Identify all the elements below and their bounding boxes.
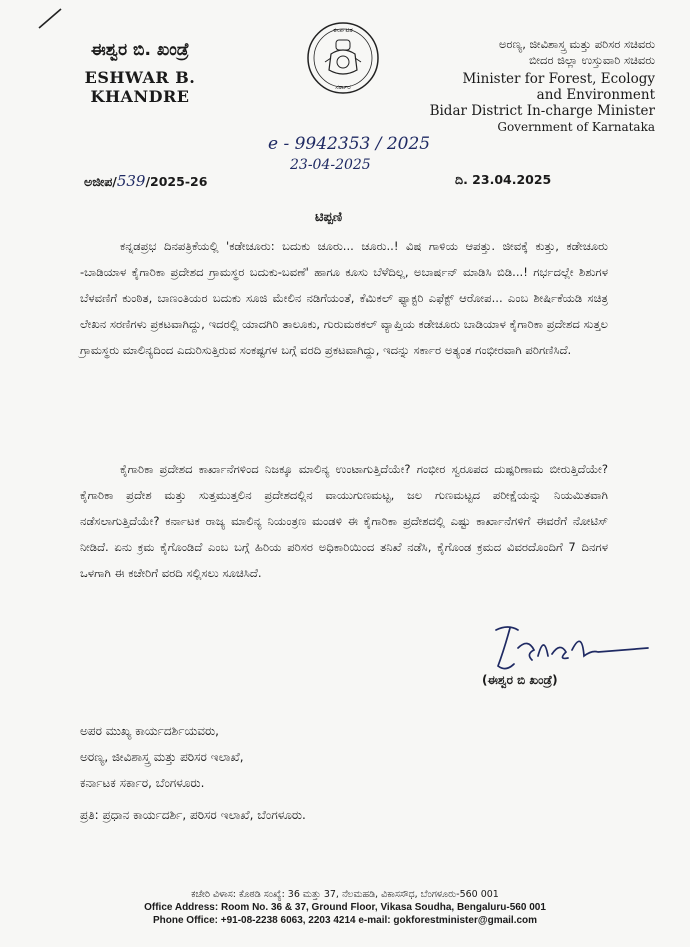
- pen-stroke-mark: [35, 6, 65, 32]
- designation-english-line-4: Government of Karnataka: [497, 120, 655, 134]
- office-footer: [0, 888, 690, 927]
- emblem-bottom-text: ಸರ್ಕಾರ: [335, 83, 351, 91]
- emblem-top-text: ಕರ್ನಾಟಕ: [333, 26, 353, 34]
- handwritten-file-no: e - 9942353 / 2025: [268, 134, 431, 154]
- minister-name-block: [40, 40, 240, 106]
- signature-icon: [488, 620, 658, 676]
- footer-kannada-address: ಕಚೇರಿ ವಿಳಾಸ: ಕೊಠಡಿ ಸಂಖ್ಯೆ: 36 ಮತ್ತು 37, ನೆಲಮಹಡಿ, ವಿಕಾಸಸೌಧ, ಬೆಂಗಳೂರು-560 001: [191, 889, 499, 900]
- handwritten-file-number: [268, 134, 430, 176]
- ref-prefix: ಅಜೀಪ/: [84, 174, 117, 189]
- body-paragraph-2: ಕೈಗಾರಿಕಾ ಪ್ರದೇಶದ ಕಾರ್ಖಾನೆಗಳಿಂದ ನಿಜಕ್ಕೂ ಮಾಲಿನ್ಯ ಉಂಟಾಗುತ್ತಿದೆಯೇ? ಗಂಭೀರ ಸ್ವರೂಪದ ದುಷ್ಪರಿಣಾಮ ಬೀರುತ್ತಿದೆಯೇ? ಕೈಗಾರಿಕಾ ಪ್ರದೇಶ ಮತ್ತು ಸುತ್ತಮುತ್ತಲಿನ ಪ್ರದೇಶದಲ್ಲಿನ ವಾಯುಗುಣಮಟ್ಟ, ಜಲ ಗುಣಮಟ್ಟದ ಪರೀಕ್ಷೆಯನ್ನು ನಿಯಮಿತವಾಗಿ ನಡೆಸಲಾಗುತ್ತಿದೆಯೇ? ಕರ್ನಾಟಕ ರಾಜ್ಯ ಮಾಲಿನ್ಯ ನಿಯಂತ್ರಣ ಮಂಡಳಿ ಈ ಕೈಗಾರಿಕಾ ಪ್ರದೇಶದಲ್ಲಿ ಎಷ್ಟು ಕಾರ್ಖಾನೆಗಳಿಗೆ ಈವರೆಗೆ ನೋಟಿಸ್ ನೀಡಿದೆ. ಏನು ಕ್ರಮ ಕೈಗೊಂಡಿದೆ ಎಂಬ ಬಗ್ಗೆ ಹಿರಿಯ ಪರಿಸರ ಅಧಿಕಾರಿಯಿಂದ ತನಿಖೆ ನಡೆಸಿ, ಕೈಗೊಂಡ ಕ್ರಮದ ವಿವರದೊಂದಿಗೆ 7 ದಿನಗಳ ಒಳಗಾಗಿ ಈ ಕಚೇರಿಗೆ ವರದಿ ಸಲ್ಲಿಸಲು ಸೂಚಿಸಿದೆ.: [80, 462, 608, 580]
- letter-date: ದಿ. 23.04.2025: [455, 172, 552, 187]
- signatory-name: (ಈಶ್ವರ ಬಿ ಖಂಡ್ರೆ): [482, 673, 558, 687]
- addressee-line-1: ಅಪರ ಮುಖ್ಯ ಕಾರ್ಯದರ್ಶಿಯವರು,: [80, 724, 219, 738]
- designation-english-line-2: and Environment: [536, 87, 655, 103]
- footer-phone-email: Phone Office: +91-08-2238 6063, 2203 4214 e-mail: gokforestminister@gmail.com: [152, 915, 538, 926]
- note-title: ಟಿಪ್ಪಣಿ: [315, 210, 343, 225]
- karnataka-emblem-icon: [305, 18, 381, 98]
- ref-number: 539: [116, 172, 146, 190]
- addressee-line-3: ಕರ್ನಾಟಕ ಸರ್ಕಾರ, ಬೆಂಗಳೂರು.: [80, 776, 205, 790]
- addressee-line-2: ಅರಣ್ಯ, ಜೀವಿಶಾಸ್ತ್ರ ಮತ್ತು ಪರಿಸರ ಇಲಾಖೆ,: [80, 750, 244, 764]
- designation-kannada-line-2: ಬೀದರ ಜಿಲ್ಲಾ ಉಸ್ತುವಾರಿ ಸಚಿವರು: [529, 53, 655, 67]
- ref-suffix: /2025-26: [145, 174, 208, 189]
- minister-name-kannada: ಈಶ್ವರ ಬಿ. ಖಂಡ್ರೆ: [91, 40, 189, 60]
- handwritten-date: 23-04-2025: [290, 157, 371, 173]
- reference-number: [84, 172, 207, 190]
- minister-name-english: ESHWAR B. KHANDRE: [84, 68, 196, 106]
- designation-english-line-3: Bidar District In-charge Minister: [429, 103, 655, 119]
- designation-kannada-line-1: ಅರಣ್ಯ, ಜೀವಿಶಾಸ್ತ್ರ ಮತ್ತು ಪರಿಸರ ಸಚಿವರು: [498, 37, 655, 51]
- copy-to-line: ಪ್ರತಿ: ಪ್ರಧಾನ ಕಾರ್ಯದರ್ಶಿ, ಪರಿಸರ ಇಲಾಖೆ, ಬೆಂಗಳೂರು.: [80, 808, 306, 822]
- designation-english-line-1: Minister for Forest, Ecology: [462, 71, 655, 87]
- designation-block: [405, 36, 655, 135]
- footer-office-address: Office Address: Room No. 36 & 37, Ground Floor, Vikasa Soudha, Bengaluru-560 001: [144, 902, 546, 913]
- body-paragraph-1: ಕನ್ನಡಪ್ರಭ ದಿನಪತ್ರಿಕೆಯಲ್ಲಿ 'ಕಡೇಚೂರು: ಬದುಕು ಚೂರು... ಚೂರು..! ವಿಷ ಗಾಳಿಯ ಆಪತ್ತು. ಜೀವಕ್ಕೆ ಕುತ್ತು, ಕಡೇಚೂರು -ಬಾಡಿಯಾಳ ಕೈಗಾರಿಕಾ ಪ್ರದೇಶದ ಗ್ರಾಮಸ್ಥರ ಬದುಕು-ಬವಣೆ' ಹಾಗೂ ಕೂಸು ಬೆಳೆದಿಲ್ಲ, ಅಬಾರ್ಷನ್ ಮಾಡಿಸಿ ಬಿಡಿ...! ಗರ್ಭದಲ್ಲೇ ಶಿಶುಗಳ ಬೆಳವಣಿಗೆ ಕುಂಠಿತ, ಬಾಣಂತಿಯರ ಬದುಕು ಸೂಜಿ ಮೇಲಿನ ನಡಿಗೆಯಂತೆ, ಕೆಮಿಕಲ್ ಫ್ಯಾಕ್ಟರಿ ಎಫೆಕ್ಟ್ ಆರೋಪ... ಎಂಬ ಶೀರ್ಷಿಕೆಯಡಿ ಸಚಿತ್ರ ಲೇಖನ ಸರಣಿಗಳು ಪ್ರಕಟವಾಗಿದ್ದು, ಇದರಲ್ಲಿ ಯಾದಗಿರಿ ತಾಲೂಕು, ಗುರುಮಠಕಲ್ ವ್ಯಾಪ್ತಿಯ ಕಡೇಚೂರು ಬಾಡಿಯಾಳ ಕೈಗಾರಿಕಾ ಪ್ರದೇಶದ ಸುತ್ತಲ ಗ್ರಾಮಸ್ಥರು ಮಾಲಿನ್ಯದಿಂದ ಎದುರಿಸುತ್ತಿರುವ ಸಂಕಷ್ಟಗಳ ಬಗ್ಗೆ ವರದಿ ಪ್ರಕಟವಾಗಿದ್ದು, ಇದನ್ನು ಸರ್ಕಾರ ಅತ್ಯಂತ ಗಂಭೀರವಾಗಿ ಪರಿಗಣಿಸಿದೆ.: [80, 239, 608, 357]
- addressee-block: [80, 718, 244, 796]
